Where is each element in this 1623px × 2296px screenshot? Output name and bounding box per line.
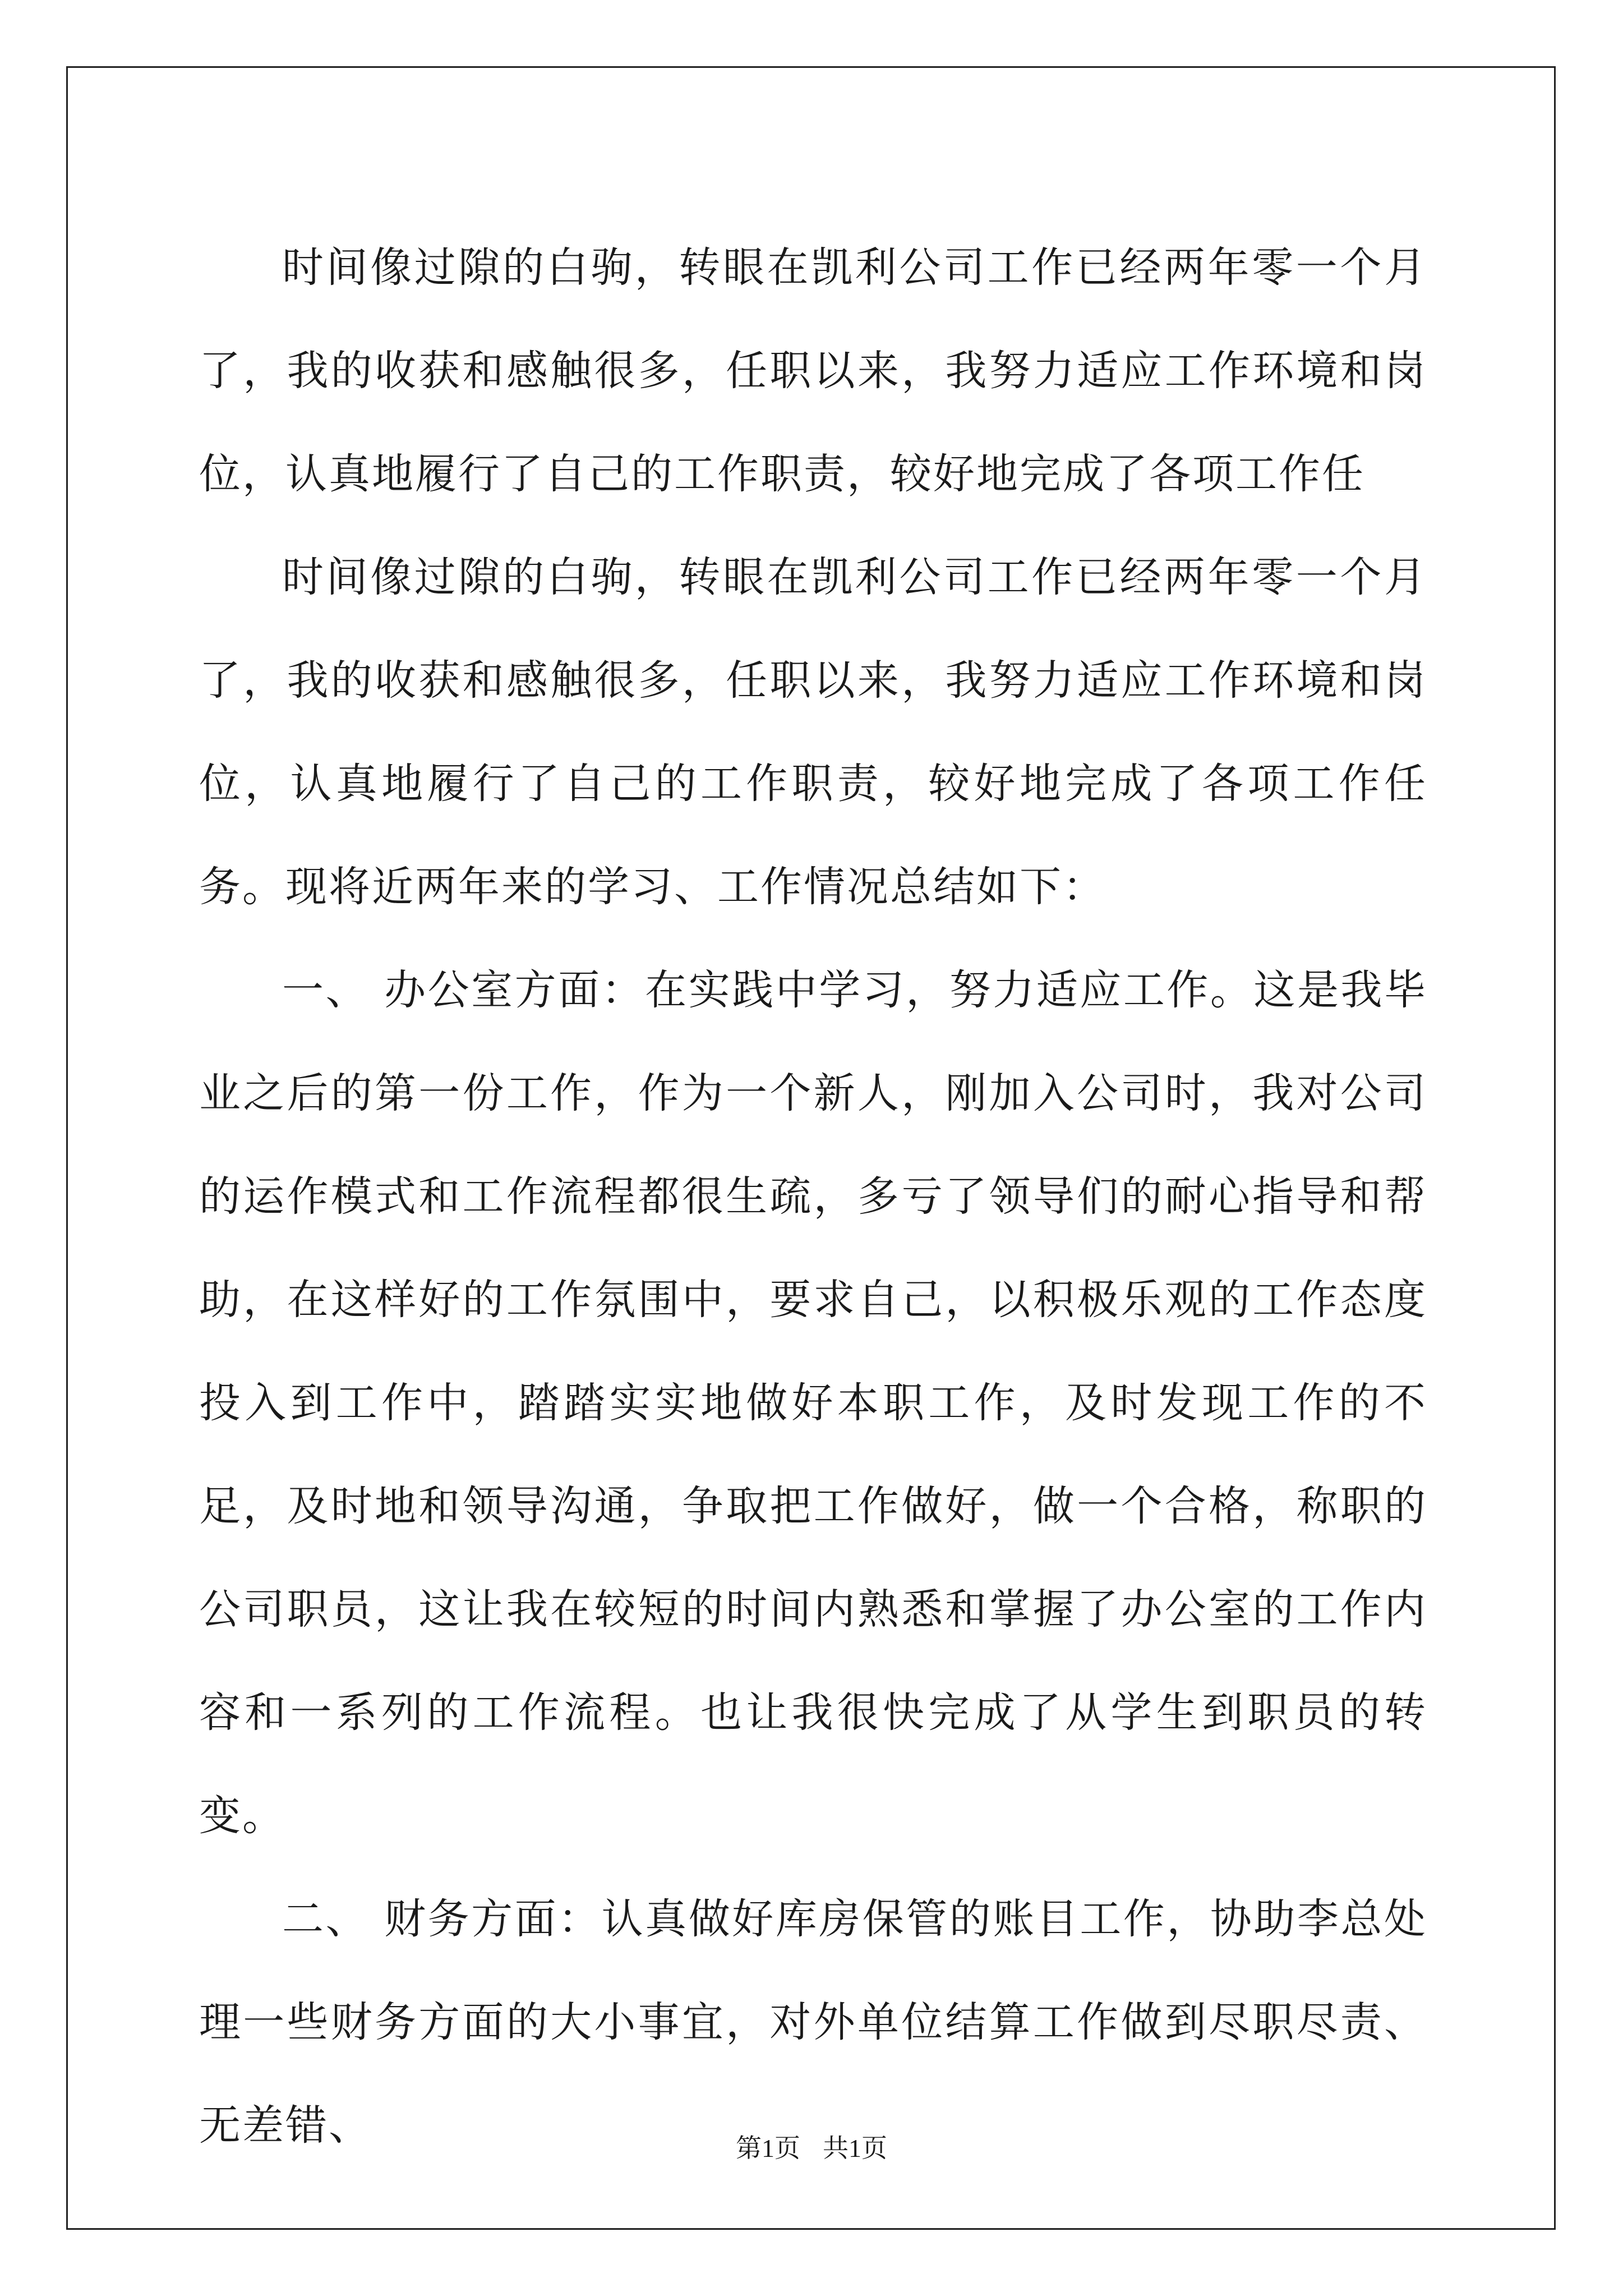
paragraph-office-section: 一、 办公室方面：在实践中学习，努力适应工作。这是我毕业之后的第一份工作，作为一个新人，刚加入公司时，我对公司的运作模式和工作流程都很生疏，多亏了领导们的耐心指导和帮助，在这样好的工作氛围中，要求自己，以积极乐观的工作态度投入到工作中，踏踏实实地做好本职工作，及时发现工作的不足，及时地和领导沟通，争取把工作做好，做一个合格，称职的公司职员，这让我在较短的时间内熟悉和掌握了办公室的工作内容和一系列的工作流程。也让我很快完成了从学生到职员的转变。: [199, 966, 1427, 1840]
paragraph-intro: 时间像过隙的白驹，转眼在凯利公司工作已经两年零一个月了，我的收获和感触很多，任职以来，我努力适应工作环境和岗位，认真地履行了自己的工作职责，较好地完成了各项工作任务。现将近两年来的学习、工作情况总结如下：: [199, 553, 1427, 911]
paragraph-intro-truncated: 时间像过隙的白驹，转眼在凯利公司工作已经两年零一个月了，我的收获和感触很多，任职以来，我努力适应工作环境和岗位，认真地履行了自己的工作职责，较好地完成了各项工作任: [199, 243, 1427, 498]
page-number: 第1页: [736, 2134, 800, 2162]
page-total: 共1页: [823, 2134, 887, 2162]
document-body: [199, 216, 1427, 2177]
page-footer: [0, 2132, 1623, 2165]
paragraph-finance-section: 二、 财务方面：认真做好库房保管的账目工作，协助李总处理一些财务方面的大小事宜，对外单位结算工作做到尽职尽责、无差错、: [199, 1895, 1427, 2150]
